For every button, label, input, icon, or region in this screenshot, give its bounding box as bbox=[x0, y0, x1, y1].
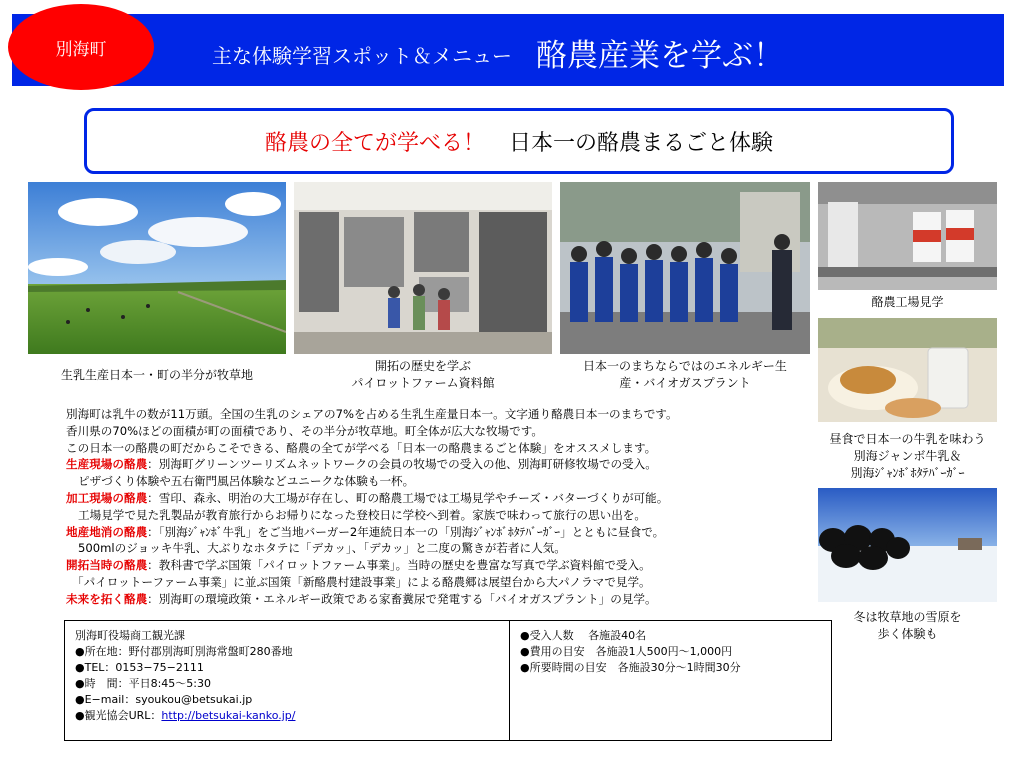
stats-time: ●所要時間の目安 各施設30分～1時間30分 bbox=[520, 661, 741, 674]
pasture-caption: 生乳生産日本一・町の半分が牧草地 bbox=[60, 368, 253, 382]
lunch-caption bbox=[812, 431, 1003, 482]
winter-caption-line2: 歩く体験も bbox=[877, 627, 938, 641]
winter-caption bbox=[818, 609, 997, 643]
headline-black-text: 日本一の酪農まるごと体験 bbox=[509, 130, 774, 156]
biogas-caption bbox=[560, 358, 810, 392]
stats-cell bbox=[510, 621, 831, 740]
biogas-caption-line2: 産・バイオガスプラント bbox=[619, 376, 751, 390]
body-line-text: ：「別海ｼﾞｬﾝﾎﾞ牛乳」をご当地バーガー2年連続日本一の「別海ｼﾞｬﾝﾎﾞﾎﾀﾃﾊﾞｰｶﾞｰ」とともに昼食で。 bbox=[147, 524, 665, 539]
heading-pioneer: 開拓当時の酪農 bbox=[66, 558, 148, 573]
body-line: この日本一の酪農の町だからこそできる、酪農の全てが学べる「日本一の酪農まるごと体験」をオススメします。 bbox=[66, 440, 657, 455]
contact-cell bbox=[65, 621, 510, 740]
contact-org: 別海町役場商工観光課 bbox=[75, 629, 185, 642]
body-line: 別海町は乳牛の数が11万頭。全国の生乳のシェアの7%を占める生乳生産量日本一。文字通り酪農日本一のまちです。 bbox=[66, 407, 678, 421]
stats-cost: ●費用の目安 各施設1人500円～1,000円 bbox=[520, 645, 733, 658]
header-subtitle: 主な体験学習スポット＆メニュー bbox=[212, 44, 512, 68]
body-line-text: ：別海町の環境政策・エネルギー政策である家畜糞尿で発電する「バイオガスプラント」の見学。 bbox=[147, 591, 657, 606]
lunch-photo bbox=[818, 318, 997, 422]
contact-address: ●所在地：野付郡別海町別海常盤町280番地 bbox=[75, 645, 293, 658]
lunch-caption-line3: 別海ｼﾞｬﾝﾎﾞﾎﾀﾃﾊﾞｰｶﾞｰ bbox=[850, 466, 965, 480]
body-line-text: ：教科書で学ぶ国策「パイロットファーム事業」。当時の歴史を豊富な写真で学ぶ資料館で受入。 bbox=[147, 558, 651, 573]
town-badge-label: 別海町 bbox=[55, 39, 107, 60]
contact-url-label: ●観光協会URL： bbox=[75, 709, 162, 722]
heading-future: 未来を拓く酪農 bbox=[66, 591, 148, 606]
winter-caption-line1: 冬は牧草地の雪原を bbox=[853, 610, 962, 624]
header-title: 酪農産業を学ぶ！ bbox=[536, 38, 784, 74]
body-line: 「パイロットーファーム事業」に並ぶ国策「新酪農村建設事業」による酪農郷は展望台から大パノラマで見学。 bbox=[72, 574, 651, 589]
factory-photo bbox=[818, 182, 997, 290]
museum-caption bbox=[294, 358, 552, 392]
info-table bbox=[64, 620, 832, 741]
body-line bbox=[66, 591, 806, 608]
heading-local: 地産地消の酪農 bbox=[66, 524, 148, 539]
museum-caption-line2: パイロットファーム資料館 bbox=[351, 376, 495, 390]
museum-photo bbox=[294, 182, 552, 354]
headline-red-text: 酪農の全てが学べる！ bbox=[264, 130, 485, 156]
heading-processing: 加工現場の酪農 bbox=[66, 490, 148, 505]
winter-photo bbox=[818, 488, 997, 602]
town-badge bbox=[8, 4, 154, 90]
heading-production: 生産現場の酪農 bbox=[66, 457, 148, 472]
factory-caption: 酪農工場見学 bbox=[871, 295, 944, 309]
lunch-caption-line2: 別海ジャンボ牛乳＆ bbox=[853, 449, 962, 463]
body-text bbox=[66, 406, 806, 608]
contact-url-row bbox=[75, 708, 499, 724]
pasture-photo bbox=[28, 182, 286, 354]
contact-hours: ●時 間：平日8:45～5:30 bbox=[75, 677, 212, 690]
museum-caption-line1: 開拓の歴史を学ぶ bbox=[374, 359, 471, 373]
headline-box bbox=[84, 108, 954, 174]
body-line bbox=[66, 557, 806, 574]
body-line-text: ：雪印、森永、明治の大工場が存在し、町の酪農工場では工場見学やチーズ・バターづくりが可能。 bbox=[147, 490, 669, 505]
biogas-caption-line1: 日本一のまちならではのエネルギー生 bbox=[583, 359, 787, 373]
lunch-caption-line1: 昼食で日本一の牛乳を味わう bbox=[829, 432, 986, 446]
body-line bbox=[66, 524, 806, 541]
body-line bbox=[66, 490, 806, 507]
body-line: 500mlのジョッキ牛乳、大ぶりなホタテに「デカッ」、「デカッ」と二度の驚きが若者に人気。 bbox=[78, 541, 566, 556]
body-line: 工場見学で見た乳製品が教育旅行からお帰りになった登校日に学校へ到着。家族で味わって旅行の思い出を。 bbox=[78, 507, 646, 522]
body-line bbox=[66, 456, 806, 473]
body-line-text: ：別海町グリーンツーリズムネットワークの会員の牧場での受入の他、別海町研修牧場での受入。 bbox=[147, 457, 657, 472]
stats-capacity: ●受入人数 各施設40名 bbox=[520, 629, 647, 642]
body-line: ピザづくり体験や五右衛門風呂体験などユニークな体験も一杯。 bbox=[78, 474, 415, 489]
contact-email: ●E−mail：syoukou@betsukai.jp bbox=[75, 693, 253, 706]
tourism-url-link[interactable]: http://betsukai-kanko.jp/ bbox=[161, 709, 296, 722]
body-line: 香川県の70%ほどの面積が町の面積であり、その半分が牧草地。町全体が広大な牧場です。 bbox=[66, 423, 544, 438]
biogas-photo bbox=[560, 182, 810, 354]
contact-tel: ●TEL：0153−75−2111 bbox=[75, 661, 204, 674]
